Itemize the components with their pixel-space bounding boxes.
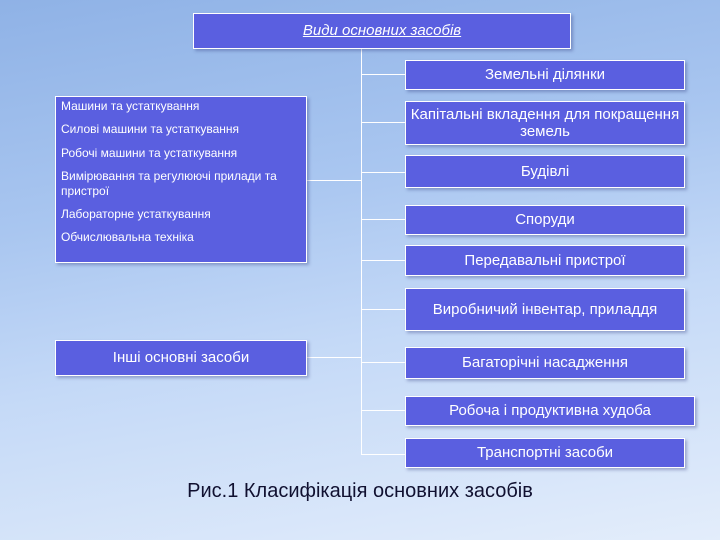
machinery-list-item: Вимірювання та регулюючі прилади та пристрої [61, 169, 277, 198]
branch-connector-4 [361, 219, 405, 220]
branch-connector-9 [361, 454, 405, 455]
branch-connector-5 [361, 260, 405, 261]
category-label: Передавальні пристрої [464, 251, 626, 269]
trunk-connector [361, 72, 362, 455]
other-assets-connector [307, 357, 361, 358]
machinery-list-box [55, 96, 307, 263]
machinery-list-item: Силові машини та устаткування [61, 122, 240, 137]
category-box-livestock [405, 396, 695, 426]
category-box-land [405, 60, 685, 90]
category-label: Земельні ділянки [484, 66, 606, 84]
category-label: Транспортні засоби [476, 444, 614, 462]
machinery-list-item: Лабораторне устаткування [61, 206, 211, 221]
machinery-list-item: Робочі машини та устаткування [61, 145, 238, 160]
category-box-structures [405, 205, 685, 235]
branch-connector-3 [361, 172, 405, 173]
category-label: Капітальні вкладення для покращення земель [410, 105, 680, 140]
category-box-buildings [405, 155, 685, 188]
branch-connector-1 [361, 74, 405, 75]
category-box-vehicles [405, 438, 685, 468]
machinery-list-item: Машини та устаткування [61, 99, 200, 113]
machinery-list-item: Обчислювальна техніка [61, 230, 194, 245]
category-box-perennial-plantings [405, 347, 685, 379]
title-connector [361, 48, 362, 72]
category-label: Робоча і продуктивна худоба [449, 402, 651, 420]
category-label: Багаторічні насадження [462, 354, 628, 372]
category-label: Будівлі [520, 162, 570, 180]
diagram-title-box [193, 13, 571, 49]
category-label: Споруди [515, 211, 575, 229]
category-box-production-inventory [405, 288, 685, 331]
other-assets-box [55, 340, 307, 376]
category-box-transmission-devices [405, 245, 685, 276]
machinery-connector [307, 180, 361, 181]
figure-caption: Рис.1 Класифікація основних засобів [187, 480, 533, 502]
other-assets-label: Інші основні засоби [112, 349, 250, 367]
branch-connector-8 [361, 410, 405, 411]
diagram-title: Види основних засобів [302, 22, 462, 40]
branch-connector-2 [361, 122, 405, 123]
branch-connector-7 [361, 362, 405, 363]
branch-connector-6 [361, 309, 405, 310]
category-label: Виробничий інвентар, приладдя [432, 300, 658, 318]
category-box-land-improvement [405, 101, 685, 145]
